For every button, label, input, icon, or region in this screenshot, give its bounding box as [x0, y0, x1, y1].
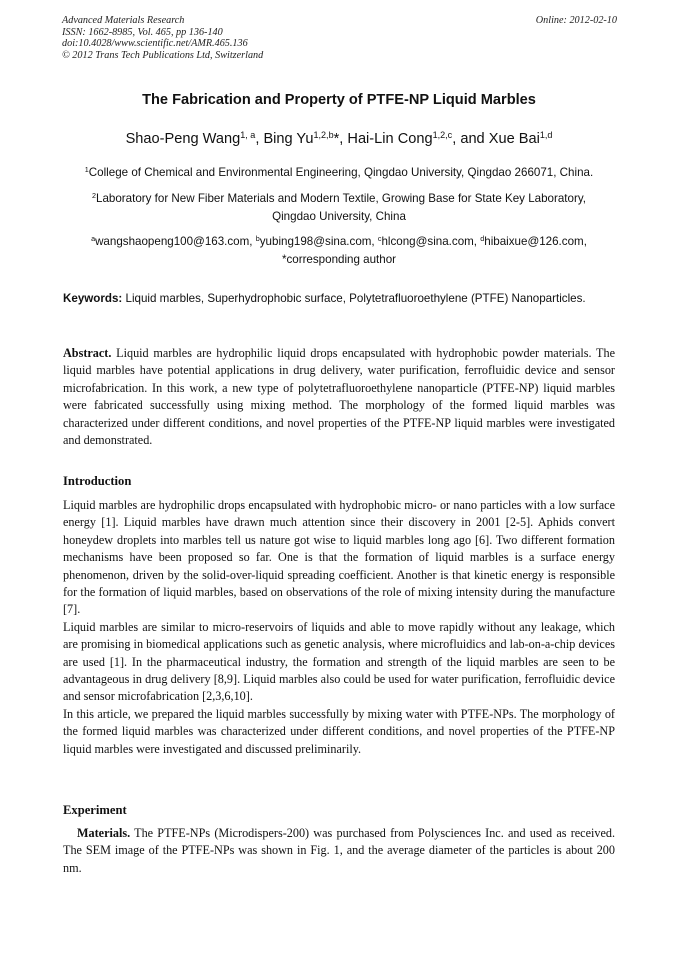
journal-doi: doi:10.4028/www.scientific.net/AMR.465.136 [62, 38, 248, 50]
keywords-label: Keywords: [63, 292, 123, 305]
affiliation-text: Qingdao University, China [272, 210, 406, 223]
abstract [63, 345, 615, 449]
online-date: Online: 2012-02-10 [535, 15, 617, 26]
author-name: Bing Yu [263, 131, 314, 147]
abstract-label: Abstract. [63, 346, 112, 360]
affiliation-1 [40, 164, 638, 182]
corresponding-author-note: *corresponding author [281, 253, 397, 266]
paragraph: Liquid marbles are hydrophilic drops encapsulated with hydrophobic micro- or nano particles with a low surface energy [1]. Liquid marbles have drawn much attention since their discovery in 2001 [2-5]. Aphids convert honeydew droplets into marbles tell us nature got wise to liquid marbles long ago [6]. Two different formation mechanisms have been proposed so far. One is that the formation of liquid marbles is a surface energy phenomenon, driven by the solid-over-liquid spreading coefficient. Another is that kinetic energy is responsible for the formation of liquid marbles, based on observations of the role of mixing intensity during the manufacture [7]. [63, 498, 615, 617]
introduction-body [63, 497, 615, 758]
author-separator: *, [333, 131, 348, 147]
author-emails [40, 233, 638, 269]
email-mark: c [377, 234, 382, 244]
affiliation-mark: 2 [92, 191, 97, 201]
paper-title: The Fabrication and Property of PTFE-NP Liquid Marbles [142, 92, 536, 108]
keywords-text: Liquid marbles, Superhydrophobic surface, Polytetrafluoroethylene (PTFE) Nanoparticles. [125, 292, 586, 305]
journal-name: Advanced Materials Research [62, 15, 185, 26]
email-mark: b [255, 234, 260, 244]
abstract-text: Liquid marbles are hydrophilic liquid drops encapsulated with hydrophobic powder materials. The liquid marbles have potential applications in drug delivery, water purification, ferrofluidic device and sensor microfabrication. In this work, a new type of polytetrafluoroethylene nanoparticle (PTFE-NP) liquid marbles were fabricated successfully using mixing method. The morphology of the formed liquid marbles was characterized under different conditions, and novel properties of the PTFE-NP liquid marbles were investigated and demonstrated. [63, 346, 615, 448]
affiliation-text: College of Chemical and Environmental Engineering, Qingdao University, Qingdao 266071, China. [88, 166, 594, 179]
email-separator: , [249, 235, 256, 248]
email-address: yubing198@sina.com [259, 235, 372, 248]
affiliation-2 [40, 190, 638, 226]
paragraph: Liquid marbles are similar to micro-reservoirs of liquids and able to move rapidly without any leakage, which are promising in biomedical applications such as genetic analysis, where microfluidics and lab-on-a-chip devices are used [1]. In the pharmaceutical industry, the formation and strength of the liquid marbles are seen to be advantageous in drug delivery [8,9]. Liquid marbles also could be used for water purification, ferrofluidic device and sensor microfabrication [2,3,6,10]. [63, 619, 615, 704]
author-affiliation-mark: 1,2,b [313, 130, 334, 141]
email-separator: , [371, 235, 378, 248]
author-affiliation-mark: 1,d [539, 130, 553, 141]
author-name: Xue Bai [488, 131, 540, 147]
experiment-heading: Experiment [63, 803, 127, 817]
author-list [0, 129, 678, 149]
author-separator: , and [452, 131, 489, 147]
affiliation-text: Laboratory for New Fiber Materials and Modern Textile, Growing Base for State Key Laboratory, [96, 192, 586, 205]
email-address: hibaixue@126.com [484, 235, 584, 248]
email-separator: , [473, 235, 481, 248]
email-address: wangshaopeng100@163.com [95, 235, 250, 248]
email-mark: d [480, 234, 485, 244]
author-separator: , [255, 131, 264, 147]
journal-issn: ISSN: 1662-8985, Vol. 465, pp 136-140 [62, 26, 223, 38]
author-affiliation-mark: 1,2,c [432, 130, 453, 141]
email-mark: a [91, 234, 96, 244]
email-separator: , [583, 235, 587, 248]
materials-label: Materials. [77, 826, 131, 840]
author-name: Hai-Lin Cong [347, 131, 433, 147]
affiliation-mark: 1 [84, 165, 89, 175]
journal-header [62, 15, 617, 61]
materials-text: The PTFE-NPs (Microdispers-200) was purchased from Polysciences Inc. and used as received. The SEM image of the PTFE-NPs was shown in Fig. 1, and the average diameter of the particles is about 200 nm. [63, 826, 616, 875]
author-affiliation-mark: 1, a [240, 130, 256, 141]
email-address: hlcong@sina.com [381, 235, 474, 248]
materials-paragraph [63, 825, 615, 877]
journal-copyright: © 2012 Trans Tech Publications Ltd, Switzerland [62, 49, 264, 61]
paragraph: In this article, we prepared the liquid marbles successfully by mixing water with PTFE-NPs. The morphology of the formed liquid marbles was characterized under different conditions, and novel properties of the PTFE-NP liquid marbles were investigated and discussed preliminarily. [63, 706, 615, 756]
author-name: Shao-Peng Wang [125, 131, 241, 147]
introduction-heading: Introduction [63, 474, 132, 488]
keywords [63, 290, 615, 309]
